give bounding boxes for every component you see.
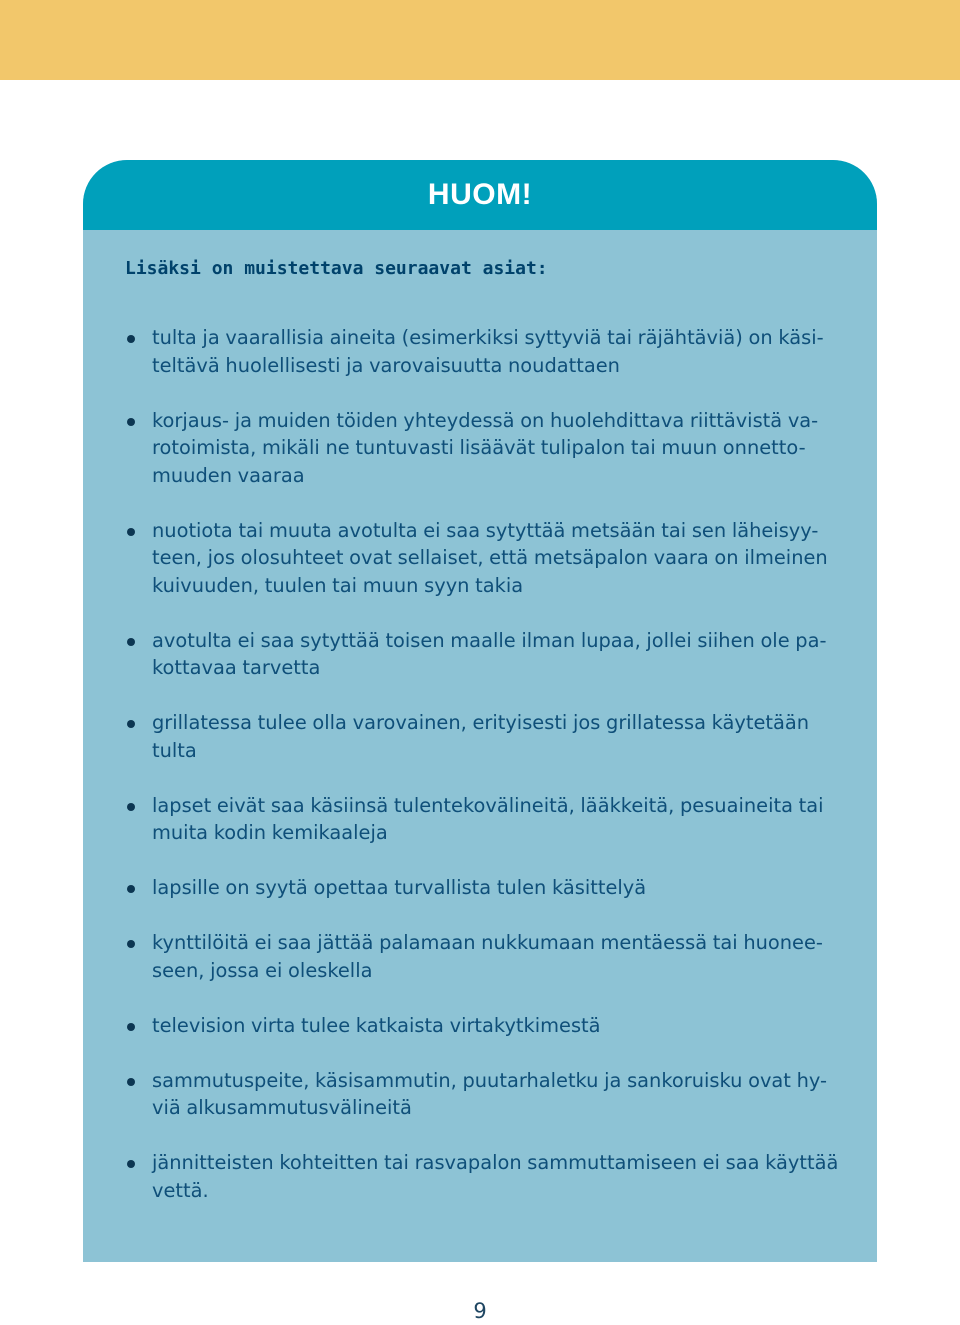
bullet-icon xyxy=(127,1160,135,1168)
list-item xyxy=(125,407,845,490)
notice-box xyxy=(83,160,877,1262)
bullet-icon xyxy=(127,1023,135,1031)
list-item-text: avotulta ei saa sytyttää toisen maalle ilman lupaa, jollei siihen ole pa-kottavaa tarvetta xyxy=(152,628,827,679)
list-item-text: lapsille on syytä opettaa turvallista tulen käsittelyä xyxy=(152,876,647,899)
list-item-text: tulta ja vaarallisia aineita (esimerkiksi syttyviä tai räjähtäviä) on käsi-teltävä huolellisesti ja varovaisuutta noudattaen xyxy=(152,326,824,377)
reminder-list xyxy=(125,324,845,1232)
notice-title: HUOM! xyxy=(427,178,533,211)
list-item xyxy=(125,627,845,682)
list-item xyxy=(125,1012,845,1040)
bullet-icon xyxy=(127,720,135,728)
bullet-icon xyxy=(127,803,135,811)
bullet-icon xyxy=(127,335,135,343)
list-item xyxy=(125,324,845,379)
page-number: 9 xyxy=(473,1299,487,1323)
list-item-text: sammutuspeite, käsisammutin, puutarhaletku ja sankoruisku ovat hy-viä alkusammutusvälineitä xyxy=(152,1068,827,1119)
list-item xyxy=(125,1067,845,1122)
bullet-icon xyxy=(127,885,135,893)
bullet-icon xyxy=(127,1078,135,1086)
list-item xyxy=(125,874,845,902)
list-item xyxy=(125,709,845,764)
list-item-text: korjaus- ja muiden töiden yhteydessä on huolehdittava riittävistä va-rotoimista, mikäli ne tuntuvasti lisäävät tulipalon tai muun onnetto-muuden vaaraa xyxy=(152,408,819,487)
list-item xyxy=(125,792,845,847)
list-item xyxy=(125,929,845,984)
bullet-icon xyxy=(127,528,135,536)
list-item-text: television virta tulee katkaista virtakytkimestä xyxy=(152,1013,601,1037)
list-item xyxy=(125,1149,845,1204)
bullet-icon xyxy=(127,940,135,948)
list-item-text: kynttilöitä ei saa jättää palamaan nukkumaan mentäessä tai huonee-seen, jossa ei oleskella xyxy=(152,931,823,982)
list-item-text: jännitteisten kohteitten tai rasvapalon sammuttamiseen ei saa käyttää vettä. xyxy=(152,1151,839,1202)
notice-header xyxy=(83,160,877,230)
list-item-text: nuotiota tai muuta avotulta ei saa sytyttää metsään tai sen läheisyy-teen, jos olosuhteet ovat sellaiset, että metsäpalon vaara on ilmeinen kuivuuden, tuulen tai muun syyn takia xyxy=(152,518,828,597)
intro-text: Lisäksi on muistettava seuraavat asiat: xyxy=(125,258,548,279)
list-item-text: grillatessa tulee olla varovainen, erityisesti jos grillatessa käytetään tulta xyxy=(152,711,810,762)
bullet-icon xyxy=(127,638,135,646)
list-item xyxy=(125,517,845,600)
list-item-text: lapset eivät saa käsiinsä tulentekovälineitä, lääkkeitä, pesuaineita tai muita kodin kemikaaleja xyxy=(152,793,824,844)
top-color-band xyxy=(0,0,960,80)
bullet-icon xyxy=(127,418,135,426)
